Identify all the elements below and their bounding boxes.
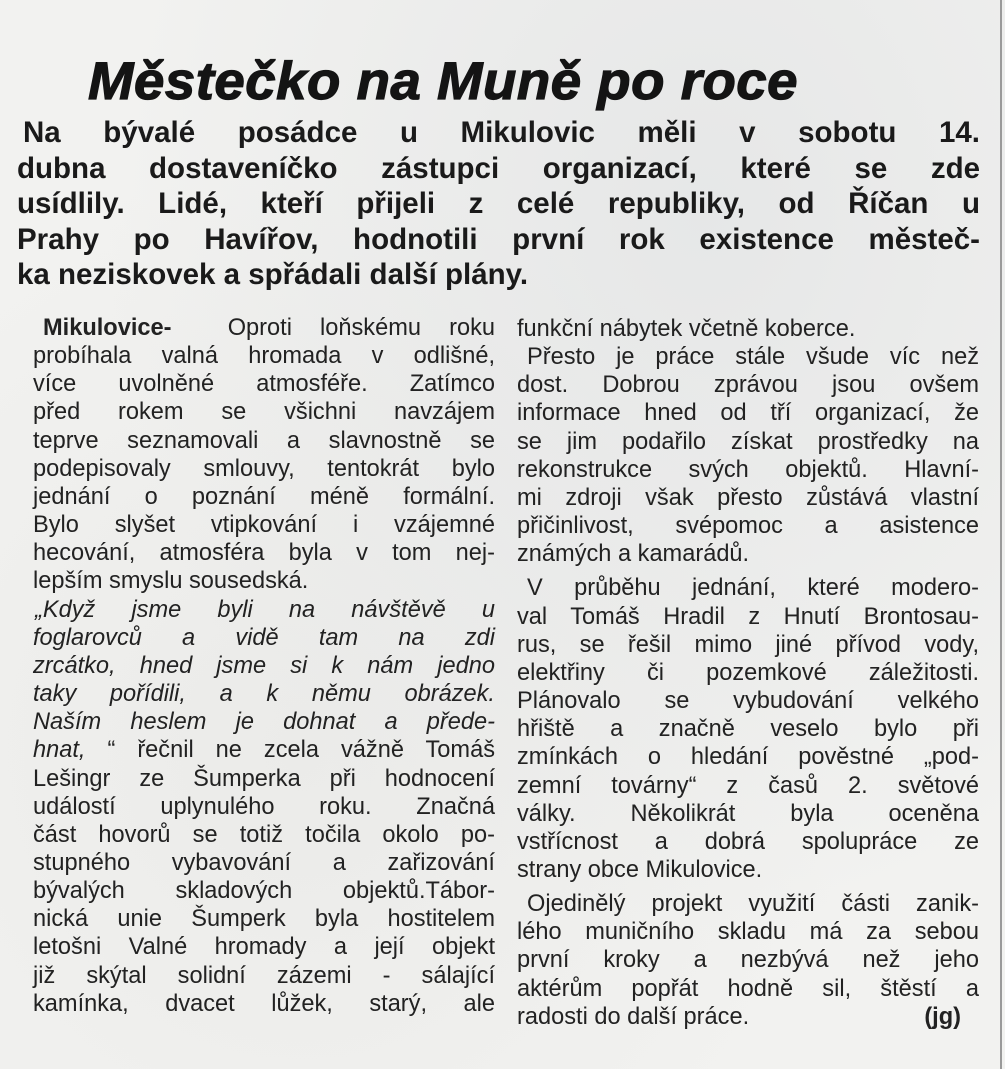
body-line: před rokem se všichni navzájem xyxy=(33,399,495,426)
body-line: val Tomáš Hradil z Hnutí Brontosau- xyxy=(517,603,979,630)
body-line: teprve seznamovali a slavnostně se xyxy=(33,427,495,454)
quote-line: „Když jsme byli na návštěvě u xyxy=(35,596,495,623)
paragraph-closing xyxy=(517,890,979,1031)
body-line: kamínka, dvacet lůžek, starý, ale xyxy=(33,990,495,1017)
body-line: Bylo slyšet vtipkování i vzájemné xyxy=(33,512,495,539)
body-line xyxy=(517,1003,979,1031)
dateline: Mikulovice- xyxy=(43,315,172,341)
article-headline: Městečko na Muně po roce xyxy=(88,52,799,111)
quote-end: hnat, xyxy=(33,737,86,764)
body-line: lého muničního skladu má za sebou xyxy=(517,919,979,946)
body-line: část hovorů se totiž točila okolo po- xyxy=(33,821,495,848)
body-line: informace hned od tří organizací, že xyxy=(517,400,979,427)
paragraph-continued xyxy=(517,315,979,343)
body-line: stupného vybavování a zařizování xyxy=(33,849,495,876)
lead-line: dubna dostaveníčko zástupci organizací, které se zde xyxy=(17,151,980,185)
body-line: války. Několikrát byla oceněna xyxy=(517,800,979,827)
body-line: strany obce Mikulovice. xyxy=(517,856,763,883)
body-line: V průběhu jednání, které modero- xyxy=(527,575,979,602)
body-line: první kroky a nezbývá než jeho xyxy=(517,947,979,974)
body-line: elektřiny či pozemkové záležitosti. xyxy=(517,659,979,686)
body-text: radosti do další práce. xyxy=(517,1003,750,1030)
paragraph-funding xyxy=(517,343,979,574)
body-line xyxy=(33,314,495,342)
article-column-right xyxy=(517,315,979,1031)
body-line: vstřícnost a dobrá spolupráce ze xyxy=(517,828,979,855)
body-line: nická unie Šumperk byla hostitelem xyxy=(33,906,495,933)
body-line: letošni Valné hromady a její objekt xyxy=(33,934,495,961)
body-line: Ojedinělý projekt využití části zanik- xyxy=(527,891,979,918)
body-line: mi zdroji však přesto zůstává vlastní xyxy=(517,484,979,511)
body-line: přičinlivost, svépomoc a asistence xyxy=(517,513,979,540)
paragraph-intro xyxy=(33,314,495,596)
paragraph-quote xyxy=(33,596,495,1018)
author-byline: (jg) xyxy=(924,1003,961,1030)
body-line: jednání o poznání méně formální. xyxy=(33,483,495,510)
body-text: “ řečnil ne zcela vážně Tomáš xyxy=(85,737,495,764)
quote-line: taky pořídili, a k němu obrázek. xyxy=(33,681,495,708)
body-line: zemní továrny“ z časů 2. světové xyxy=(517,772,979,799)
body-line: bývalých skladových objektů.Tábor- xyxy=(33,878,495,905)
article-column-left xyxy=(33,314,495,1018)
paragraph-meeting xyxy=(517,574,979,890)
body-line: již skýtal solidní zázemi - sálající xyxy=(33,962,495,989)
lead-line: Na bývalé posádce u Mikulovic měli v sobotu 14. xyxy=(23,116,980,149)
lead-line: Prahy po Havířov, hodnotili první rok existence městeč- xyxy=(17,222,980,256)
lead-line: usídlily. Lidé, kteří přijeli z celé republiky, od Říčan u xyxy=(17,187,980,221)
article-lead xyxy=(17,115,980,293)
body-line xyxy=(33,736,495,764)
body-line: Přesto je práce stále všude víc než xyxy=(527,344,979,371)
body-line: funkční nábytek včetně koberce. xyxy=(517,316,856,342)
page-edge-divider xyxy=(1000,0,1002,1069)
body-line: lepším smyslu sousedská. xyxy=(33,568,309,595)
body-line: hecování, atmosféra byla v tom nej- xyxy=(33,540,495,567)
body-line: aktérům popřát hodně sil, štěstí a xyxy=(517,975,979,1002)
body-line: Plánovalo se vybudování velkého xyxy=(517,688,979,715)
body-line: dost. Dobrou zprávou jsou ovšem xyxy=(517,372,979,399)
body-line: probíhala valná hromada v odlišné, xyxy=(33,343,495,370)
body-line: zmínkách o hledání pověstné „pod- xyxy=(517,744,979,771)
body-line: hřiště a značně veselo bylo při xyxy=(517,716,979,743)
body-line: událostí uplynulého roku. Značná xyxy=(33,793,495,820)
body-line: podepisovaly smlouvy, tentokrát bylo xyxy=(33,455,495,482)
body-line: se jim podařilo získat prostředky na xyxy=(517,428,979,455)
body-text: Oproti loňskému roku xyxy=(227,315,495,341)
body-line: rekonstrukce svých objektů. Hlavní- xyxy=(517,456,979,483)
body-line: Lešingr ze Šumperka při hodnocení xyxy=(33,765,495,792)
lead-line: ka neziskovek a spřádali další plány. xyxy=(17,258,529,292)
body-line: známých a kamarádů. xyxy=(517,541,750,568)
body-line: rus, se řešil mimo jiné přívod vody, xyxy=(517,631,979,658)
body-line: více uvolněné atmosféře. Zatímco xyxy=(33,371,495,398)
quote-line: foglarovců a vidě tam na zdi xyxy=(33,624,495,651)
quote-line: Naším heslem je dohnat a přede- xyxy=(33,709,495,736)
quote-line: zrcátko, hned jsme si k nám jedno xyxy=(33,652,495,679)
